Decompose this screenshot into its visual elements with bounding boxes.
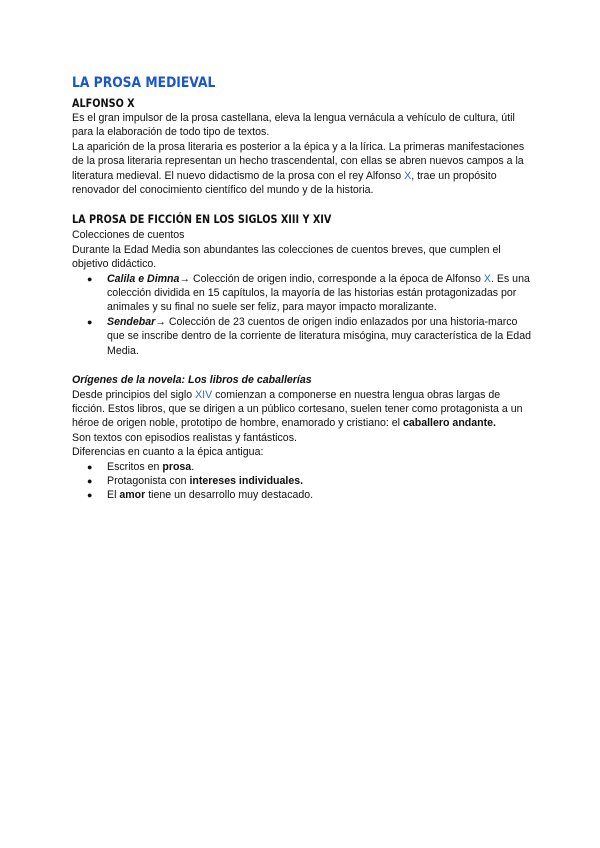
alfonso-paragraph-2-end: , trae un propósito renovador del conocimiento científico del mundo y de la historia. (72, 169, 497, 197)
caballerias-heading: Orígenes de la novela: Los libros de caballerías (72, 374, 312, 387)
item-post: tiene un desarrollo muy destacado. (145, 489, 314, 502)
alfonso-roman-link[interactable]: X (404, 169, 412, 182)
diferencias-list (72, 460, 534, 503)
item-bold: prosa (162, 460, 192, 473)
ficcion-intro: Durante la Edad Media son abundantes las colecciones de cuentos breves, que cumplen el objetivo didáctico. (72, 243, 501, 271)
item-pre: El (107, 489, 120, 502)
item-post: . (191, 460, 195, 473)
caballerias-p1-a: Desde principios del siglo (72, 388, 196, 401)
ficcion-subheading: Colecciones de cuentos (72, 229, 185, 242)
caballerias-p1-b: comienzan a componerse en nuestra lengua obras largas de ficción. Estos libros, que se dirigen a un público cortesano, suelen tener como protagonista a un héroe de origen noble, prototipo de hombre, enamorado y cristiano: el (72, 388, 523, 430)
alfonso-paragraph-2-text: La aparición de la prosa literaria es posterior a la épica y a la lírica. La primeras manifestaciones de la prosa literaria representan un hecho trascendental, con ellas se abren nuevos campos a la literatura medieval. El nuevo didactismo de la prosa con el rey Alfonso (72, 140, 525, 182)
bullet-icon: ● (87, 316, 93, 327)
section-heading-ficcion: LA PROSA DE FICCIÓN EN LOS SIGLOS XIII Y XIV (72, 212, 332, 227)
list-item-amor (72, 488, 534, 502)
item-pre: Protagonista con (107, 474, 190, 487)
caballerias-paragraph-3: Diferencias en cuanto a la épica antigua: (72, 446, 264, 459)
caballero-andante-term: caballero andante. (402, 417, 496, 430)
document-content (72, 74, 534, 503)
list-item-calila (72, 272, 534, 315)
sendebar-text: Colección de 23 cuentos de origen indio enlazados por una historia-marco que se inscribe dentro de la corriente de literatura misógina, muy característica de la Edad Media. (107, 315, 531, 357)
page-title: LA PROSA MEDIEVAL (72, 75, 216, 91)
calila-text-b: . Es una colección dividida en 15 capítulos, la mayoría de las historias están protagonizadas por animales y su final no suele ser feliz, para mayor impacto moralizante. (107, 272, 530, 314)
calila-title: Calila e Dimna (107, 272, 180, 285)
spacer (72, 358, 534, 373)
calila-text-a: Colección de origen indio, corresponde a la época de Alfonso (190, 272, 484, 285)
list-item-sendebar (72, 315, 534, 358)
sendebar-title: Sendebar (107, 315, 156, 328)
bullet-icon: ● (87, 475, 93, 486)
item-bold: intereses individuales. (189, 474, 304, 487)
list-item-prosa (72, 460, 534, 474)
list-item-intereses (72, 474, 534, 488)
calila-roman-link[interactable]: X (483, 272, 491, 285)
arrow-icon: → (155, 315, 166, 328)
caballerias-paragraph-1 (72, 388, 534, 431)
item-bold: amor (119, 489, 146, 502)
item-pre: Escritos en (107, 460, 163, 473)
caballerias-paragraph-2: Son textos con episodios realistas y fantásticos. (72, 431, 297, 444)
section-heading-alfonso: ALFONSO X (72, 96, 135, 110)
cuentos-list (72, 272, 534, 358)
alfonso-paragraph-1: Es el gran impulsor de la prosa castellana, eleva la lengua vernácula a vehículo de cultura, útil para la elaboración de todo tipo de textos. (72, 112, 515, 139)
arrow-icon: → (179, 272, 191, 285)
caballerias-roman-link[interactable]: XIV (195, 388, 213, 401)
alfonso-paragraph-2 (72, 140, 534, 198)
bullet-icon: ● (87, 490, 93, 501)
bullet-icon: ● (87, 273, 93, 284)
bullet-icon: ● (87, 461, 93, 472)
